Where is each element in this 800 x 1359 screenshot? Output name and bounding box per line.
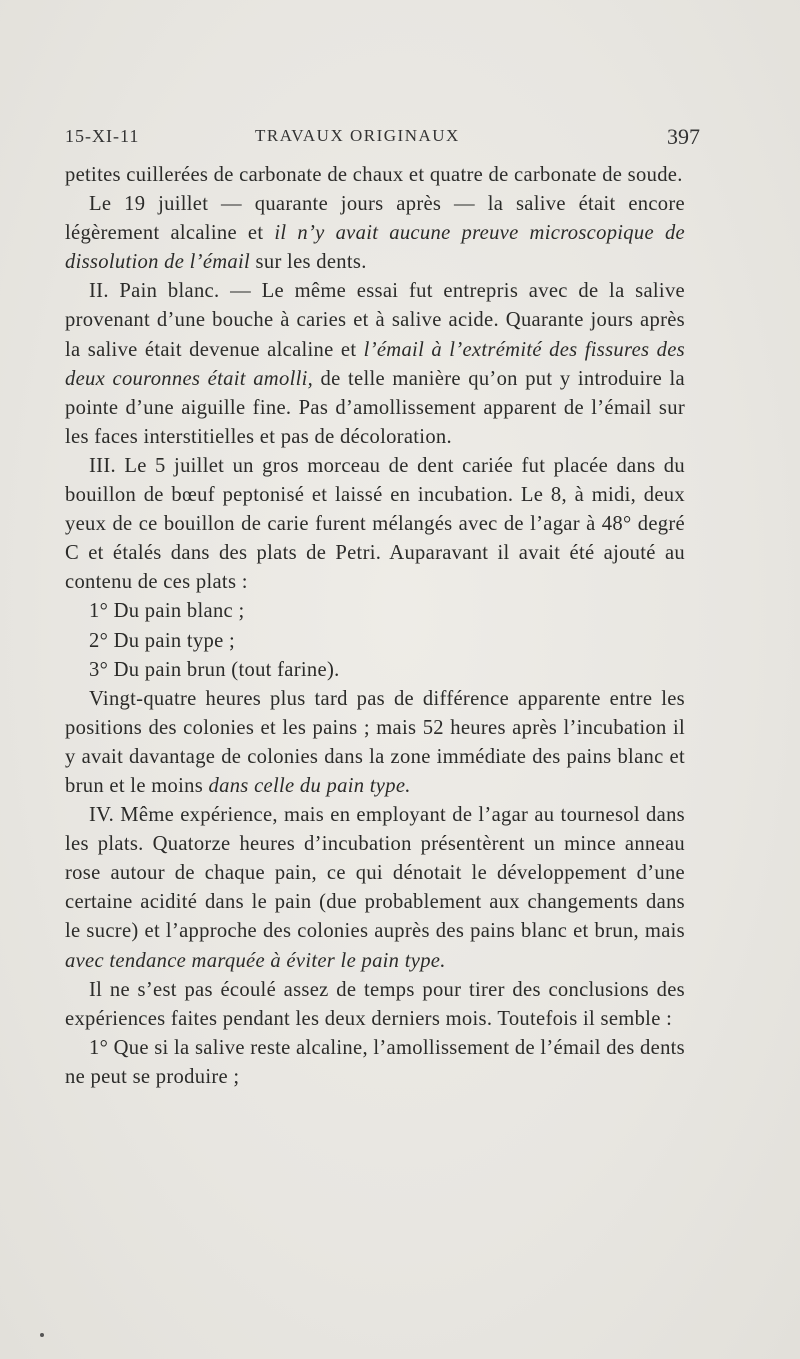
page-number: 397 <box>667 124 700 149</box>
header-date: 15-XI-11 <box>65 126 140 146</box>
emphasis-text: avec tendance marquée à éviter le pain type. <box>65 949 446 972</box>
paragraph-vingt-quatre-heures <box>65 685 685 801</box>
paragraph-conclusions <box>65 976 685 1034</box>
list-item-3: 3° Du pain brun (tout farine). <box>89 658 340 681</box>
paragraph-text: de telle manière qu’on put y introduire la pointe d’une aiguille fine. Pas d’amollissement apparent de l’émail sur les faces interstitielles et pas de décoloration. <box>65 367 685 448</box>
paragraph-text: Le 19 juillet — quarante jours après — la salive était encore légèrement alcaline et <box>65 193 685 245</box>
paragraph-19-juillet <box>65 190 685 277</box>
header-section-title: TRAVAUX ORIGINAUX <box>255 126 460 145</box>
paragraph-text: sur les dents. <box>250 251 367 274</box>
paragraph-text: petites cuillerées de carbonate de chaux et quatre de carbonate de soude. <box>65 164 683 186</box>
emphasis-text: dans celle du pain type. <box>208 774 411 797</box>
list-item-1: 1° Du pain blanc ; <box>89 600 245 623</box>
paragraph-experience-iii <box>65 452 685 597</box>
paragraph-text: Vingt-quatre heures plus tard pas de différence apparente entre les positions des colonies et les pains ; mais 52 heures après l’incubation il y avait davantage de colonies dans la zone immédiate des pains blanc et brun et le moins <box>65 687 685 797</box>
body-text <box>65 161 685 1092</box>
emphasis-text: l’émail à l’extrémité des fissures des deux couronnes était amolli, <box>65 338 685 390</box>
paragraph-text: III. Le 5 juillet un gros morceau de dent cariée fut placée dans du bouillon de bœuf peptonisé et laissé en incubation. Le 8, à midi, deux yeux de ce bouillon de carie furent mélangés avec de l’agar à 48° degré C et étalés dans des plats de Petri. Auparavant il avait été ajouté au contenu de ces plats : <box>65 454 685 594</box>
paragraph-experience-iv <box>65 801 685 976</box>
paragraph-pain-blanc <box>65 277 685 452</box>
paper-speck <box>40 1333 44 1337</box>
paragraph-text: IV. Même expérience, mais en employant de l’agar au tournesol dans les plats. Quatorze heures d’incubation présentèrent un mince anneau rose autour de chaque pain, ce qui dénotait le développement d’une certaine acidité dans le pain (due probablement aux changements dans le sucre) et l’approche des colonies auprès des pains blanc et brun, mais <box>65 804 685 943</box>
paragraph-text: 1° Que si la salive reste alcaline, l’amollissement de l’émail des dents ne peut se produire ; <box>65 1036 685 1088</box>
paragraph-text: II. Pain blanc. — Le même essai fut entrepris avec de la salive provenant d’une bouche à caries et à salive acide. Quarante jours après la salive était devenue alcaline et <box>65 280 685 361</box>
paragraph-continuation <box>65 161 685 190</box>
running-header <box>65 122 700 152</box>
emphasis-text: il n’y avait aucune preuve microscopique de dissolution de l’émail <box>65 222 685 274</box>
paragraph-conclusion-1 <box>65 1034 685 1092</box>
paragraph-text: Il ne s’est pas écoulé assez de temps pour tirer des conclusions des expériences faites pendant les deux derniers mois. Toutefois il semble : <box>65 978 685 1030</box>
list-item-2: 2° Du pain type ; <box>89 629 236 652</box>
